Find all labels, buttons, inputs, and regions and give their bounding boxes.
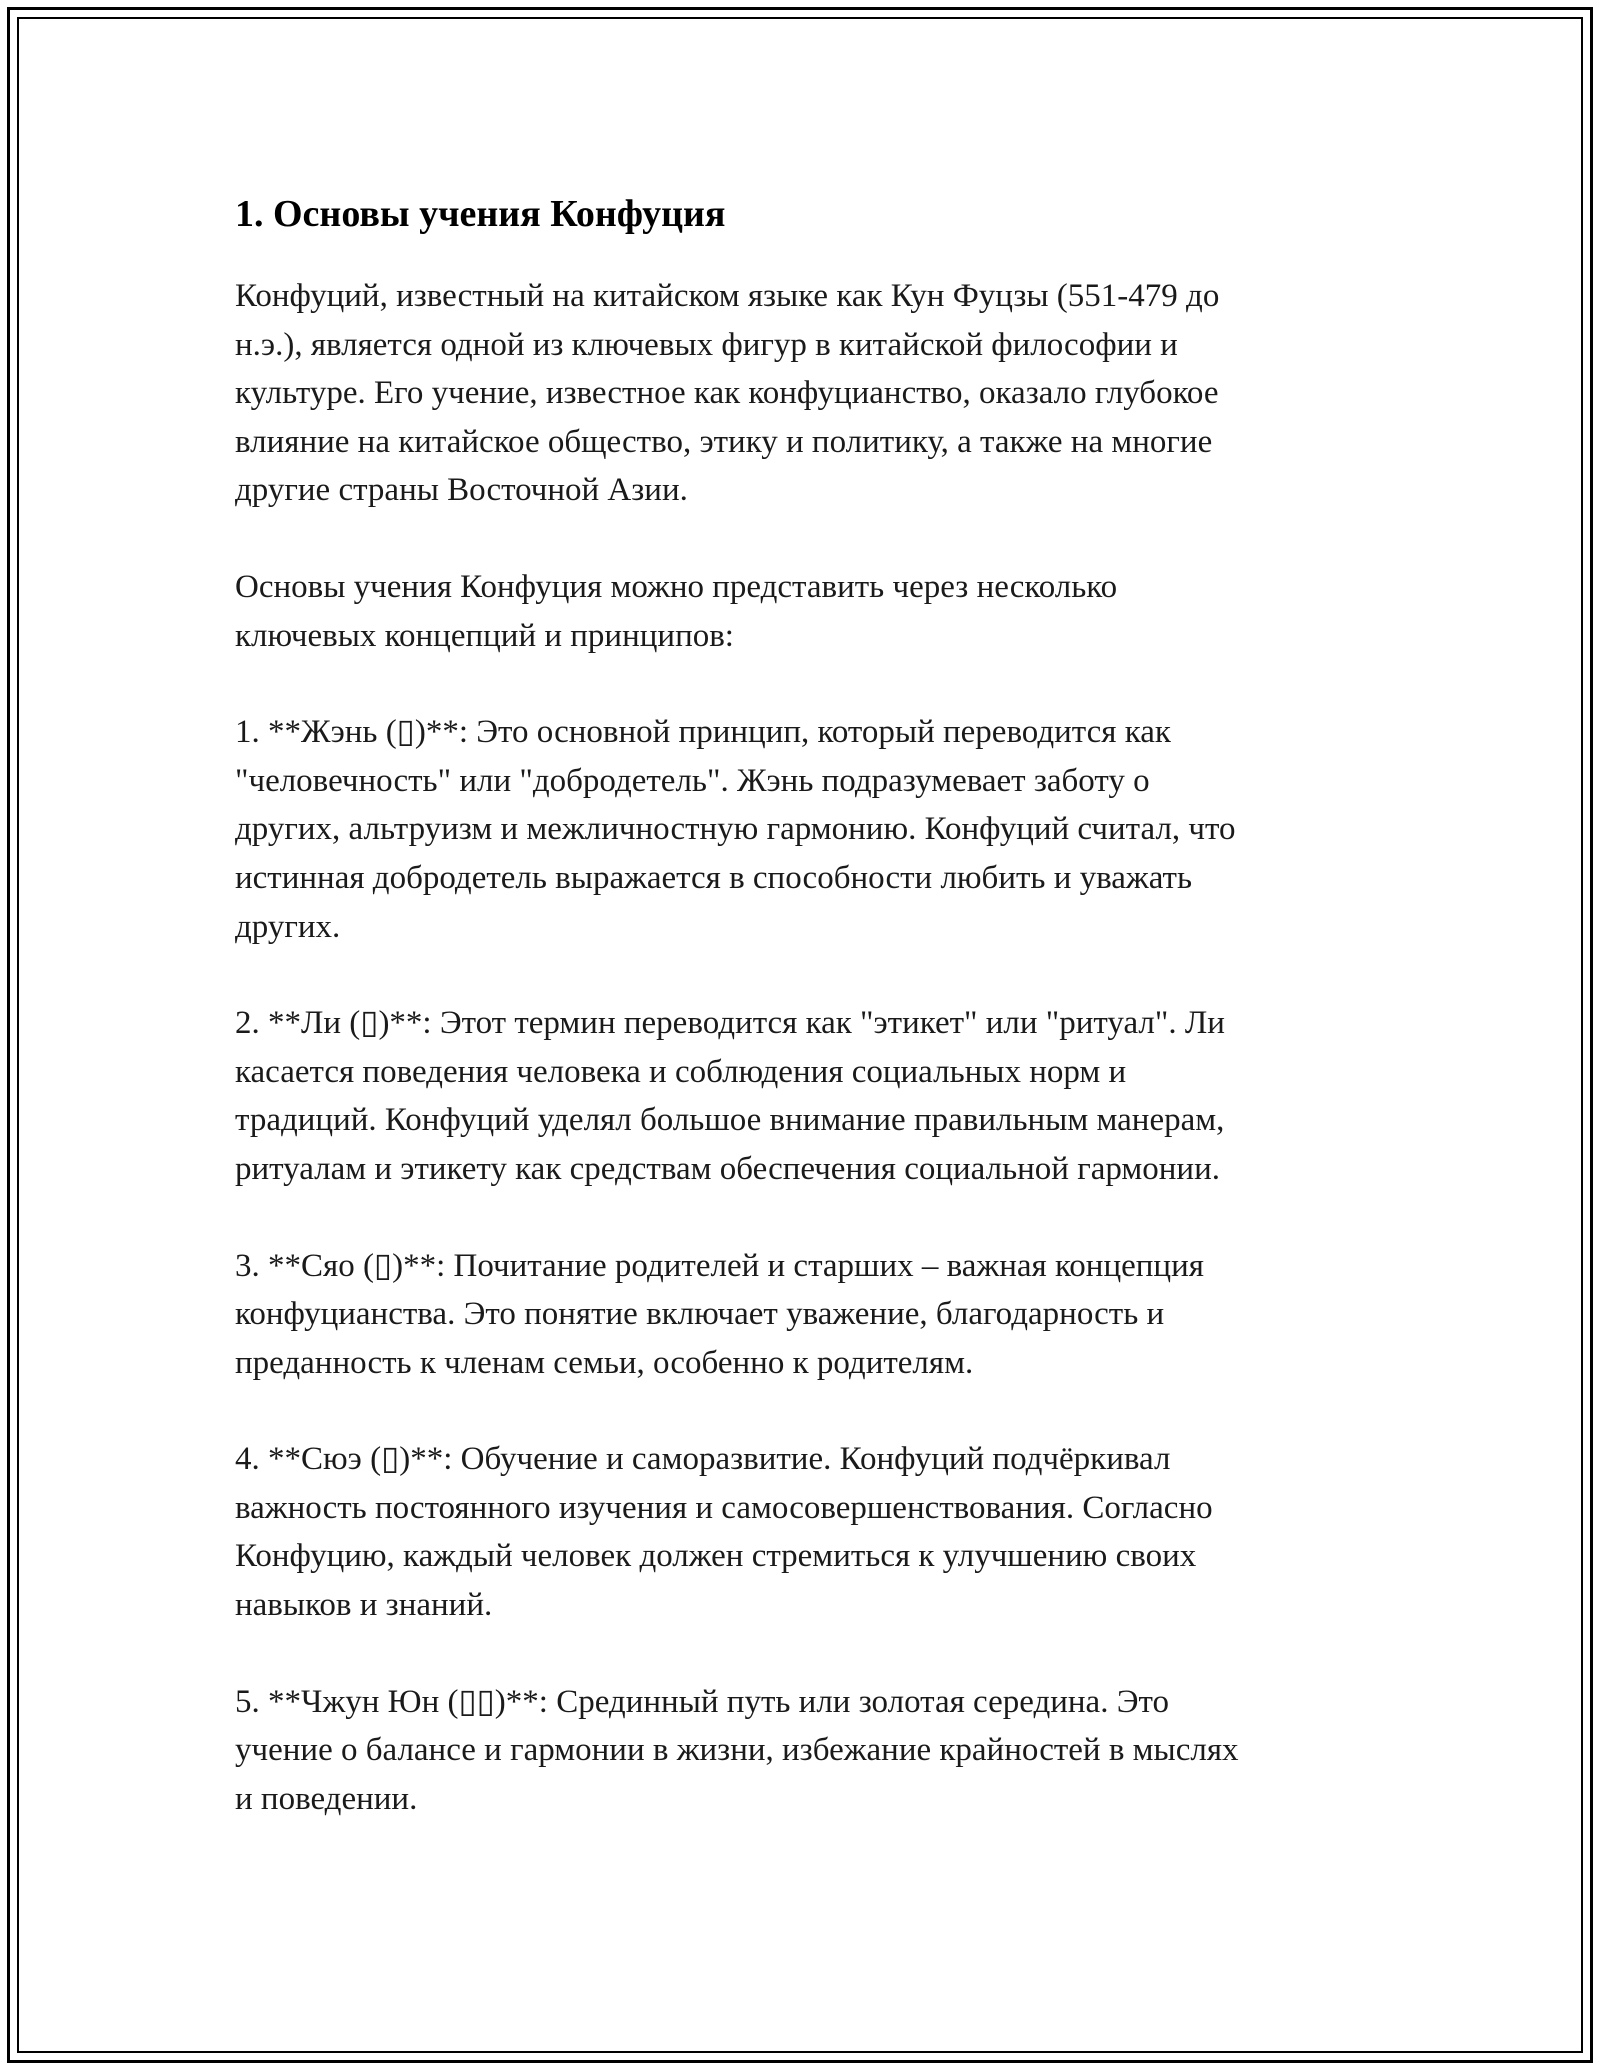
concept-zhongyong-paragraph: 5. **Чжун Юн (▯▯)**: Срединный путь или золотая середина. Это учение о балансе и гармонии в жизни, избежание крайностей в мыслях и поведении. — [235, 1683, 1239, 1817]
concept-xue-paragraph: 4. **Сюэ (▯)**: Обучение и саморазвитие. Конфуций подчёркивал важность постоянного изучения и самосовершенствования. Согласно Конфуцию, каждый человек должен стремиться к улучшению своих навыков и знаний. — [235, 1441, 1213, 1624]
concept-li-paragraph: 2. **Ли (▯)**: Этот термин переводится как "этикет" или "ритуал". Ли касается поведения человека и соблюдения социальных норм и традиций. Конфуций уделял большое внимание правильным манерам, ритуалам и этикету как средствам обеспечения социальной гармонии. — [235, 1005, 1225, 1187]
concept-xiao-paragraph: 3. **Сяо (▯)**: Почитание родителей и старших – важная концепция конфуцианства. Это понятие включает уважение, благодарность и преданность к членам семьи, особенно к родителям. — [235, 1247, 1204, 1381]
section-heading: 1. Основы учения Конфуция — [235, 193, 726, 235]
concept-ren-paragraph: 1. **Жэнь (▯)**: Это основной принцип, который переводится как "человечность" или "добродетель". Жэнь подразумевает заботу о других, альтруизм и межличностную гармонию. Конфуций считал, что истинная добродетель выражается в способности любить и уважать других. — [235, 714, 1236, 945]
document-body — [235, 185, 1365, 1871]
concepts-intro-paragraph: Основы учения Конфуция можно представить через несколько ключевых концепций и принципов: — [235, 568, 1118, 654]
intro-paragraph: Конфуций, известный на китайском языке как Кун Фуцзы (551-479 до н.э.), является одной из ключевых фигур в китайской философии и культуре. Его учение, известное как конфуцианство, оказало глубокое влияние на китайское общество, этику и политику, а также на многие другие страны Восточной Азии. — [235, 278, 1220, 509]
